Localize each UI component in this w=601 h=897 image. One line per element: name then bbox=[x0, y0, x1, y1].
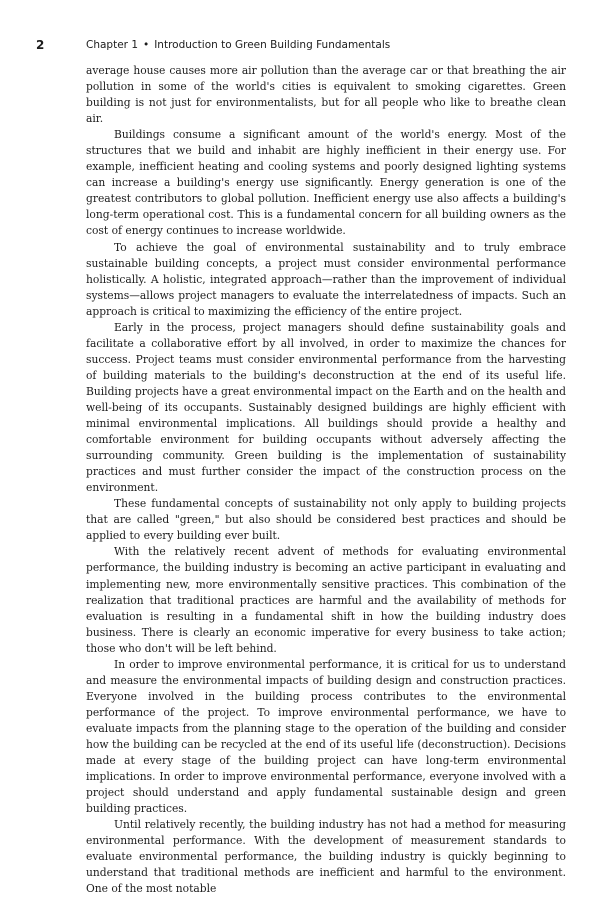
chapter-title: Introduction to Green Building Fundamentals bbox=[154, 39, 391, 51]
page-number: 2 bbox=[36, 38, 45, 52]
page-header bbox=[36, 38, 565, 56]
paragraph-2: Buildings consume a significant amount of the world's energy. Most of the structures that we build and inhabit are highly inefficient in their energy use. For example, inefficient heating and cooling systems and poorly designed lighting systems can increase a building's energy use significantly. Energy generation is one of the greatest contributors to global pollution. Inefficient energy use also affects a building's long-term operational cost. This is a fundamental concern for all building owners as the cost of energy continues to increase worldwide. bbox=[86, 128, 566, 238]
paragraph-4: Early in the process, project managers should define sustainability goals and facilitate a collaborative effort by all involved, in order to maximize the chances for success. Project teams must consider environmental performance from the harvesting of building materials to the building's deconstruction at the end of its useful life. Building projects have a great environmental impact on the Earth and on the health and well-being of its occupants. Sustainably designed buildings are highly efficient with minimal environmental implications. All buildings should provide a healthy and comfortable environment for building occupants without adversely affecting the surrounding community. Green building is the implementation of sustainability practices and must further consider the impact of the construction process on the environment. bbox=[86, 320, 566, 495]
paragraph-7: In order to improve environmental performance, it is critical for us to understand and measure the environmental impacts of building design and construction practices. Everyone involved in the building process contributes to the environmental performance of the project. To improve environmental performance, we have to evaluate impacts from the planning stage to the operation of the building and consider how the building can be recycled at the end of its useful life (deconstruction). Decisions made at every stage of the building project can have long-term environmental implications. In order to improve environmental performance, everyone involved with a project should understand and apply fundamental sustainable design and green building practices. bbox=[86, 657, 566, 816]
chapter-label: Chapter 1 bbox=[86, 39, 138, 51]
paragraph-6: With the relatively recent advent of methods for evaluating environmental performance, the building industry is becoming an active participant in evaluating and implementing new, more environmentally sensitive practices. This combination of the realization that traditional practices are harmful and the availability of methods for evaluation is resulting in a fundamental shift in how the building industry does business. There is clearly an economic imperative for every business to take action; those who don't will be left behind. bbox=[86, 545, 566, 655]
paragraph-8: Until relatively recently, the building industry has not had a method for measuring environmental performance. With the development of measurement standards to evaluate environmental performance, the building industry is quickly beginning to understand that traditional methods are inefficient and harmful to the environment. One of the most notable bbox=[86, 818, 566, 896]
running-head bbox=[86, 39, 390, 51]
paragraph-3: To achieve the goal of environmental sustainability and to truly embrace sustainable building concepts, a project must consider environmental performance holistically. A holistic, integrated approach—rather than the improvement of individual systems—allows project managers to evaluate the interrelatedness of impacts. Such an approach is critical to maximizing the efficiency of the entire project. bbox=[86, 240, 566, 318]
bullet-separator: • bbox=[143, 39, 150, 51]
paragraph-5: These fundamental concepts of sustainability not only apply to building projects that are called "green," but also should be considered best practices and should be applied to every building ever built. bbox=[86, 497, 566, 543]
body-text bbox=[86, 63, 566, 897]
paragraph-1: average house causes more air pollution than the average car or that breathing the air pollution in some of the world's cities is equivalent to smoking cigarettes. Green building is not just for environmentalists, but for all people who like to breathe clean air. bbox=[86, 64, 566, 126]
